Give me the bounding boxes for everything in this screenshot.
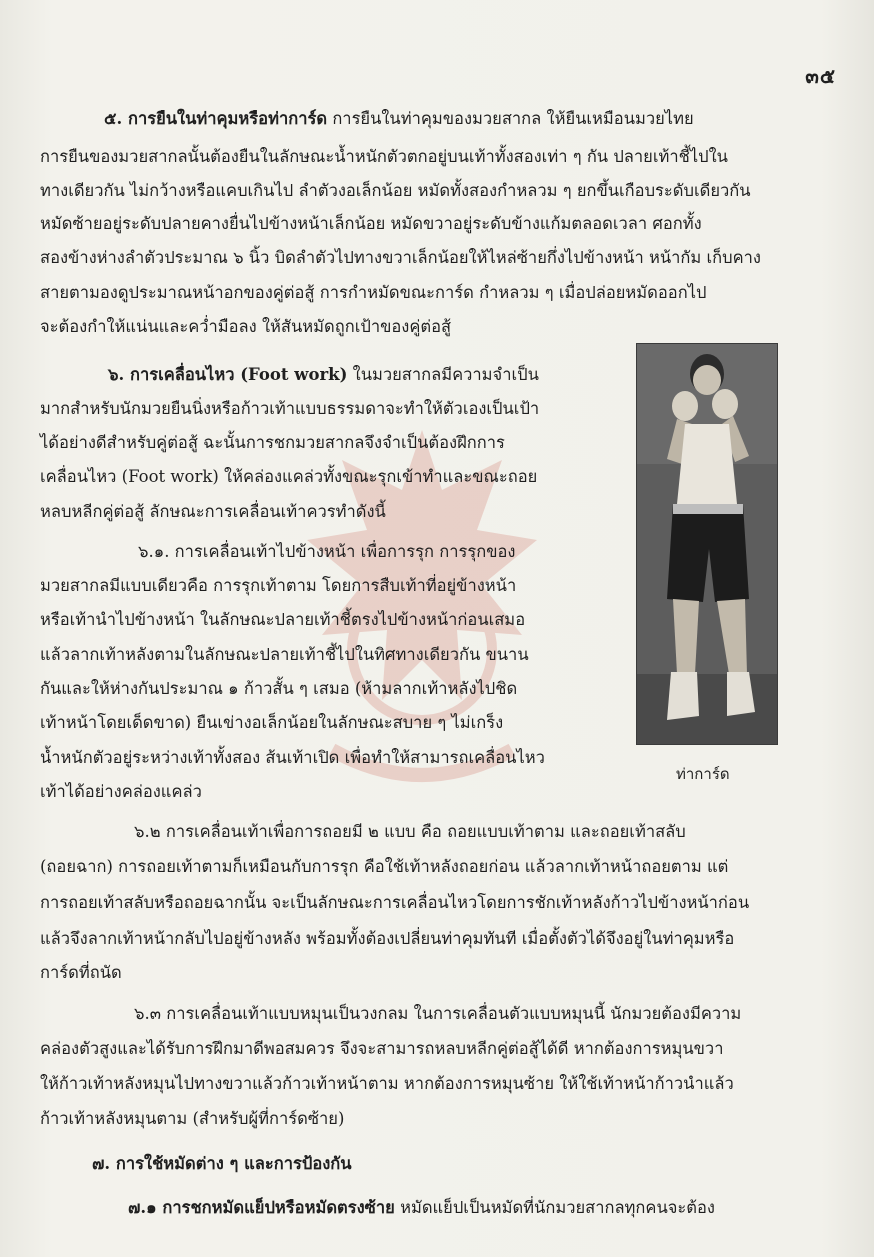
- section6-line-2: มากสำหรับนักมวยยืนนิ่งหรือก้าวเท้าแบบธรรมดาจะทำให้ตัวเองเป็นเป้า: [40, 399, 540, 418]
- section7-1-line-1: [128, 1197, 715, 1219]
- section6-3-line-4: ก้าวเท้าหลังหมุนตาม (สำหรับผู้ที่การ์ดซ้าย): [40, 1109, 345, 1128]
- section6-text: ในมวยสากลมีความจำเป็น: [352, 365, 539, 384]
- section6-1-line-1: ๖.๑. การเคลื่อนเท้าไปข้างหน้า เพื่อการรุก การรุกของ: [138, 542, 516, 561]
- section6-1-line-3: หรือเท้านำไปข้างหน้า ในลักษณะปลายเท้าชี้ตรงไปข้างหน้าก่อนเสมอ: [40, 610, 526, 629]
- section6-line-5: หลบหลีกคู่ต่อสู้ ลักษณะการเคลื่อนเท้าควรทำดังนี้: [40, 502, 386, 521]
- section5-line-7: จะต้องกำให้แน่นและคว่ำมือลง ให้สันหมัดถูกเป้าของคู่ต่อสู้: [40, 317, 452, 336]
- figure-caption: ท่าการ์ด: [676, 765, 730, 783]
- section6-2-line-1: ๖.๒ การเคลื่อนเท้าเพื่อการถอยมี ๒ แบบ คือ ถอยแบบเท้าตาม และถอยเท้าสลับ: [134, 822, 686, 841]
- section7-1-text: หมัดแย็ปเป็นหมัดที่นักมวยสากลทุกคนจะต้อง: [400, 1198, 715, 1217]
- section7-heading: ๗. การใช้หมัดต่าง ๆ และการป้องกัน: [92, 1154, 352, 1173]
- section6-line-3: ได้อย่างดีสำหรับคู่ต่อสู้ ฉะนั้นการชกมวยสากลจึงจำเป็นต้องฝึกการ: [40, 433, 505, 452]
- section6-line-1: [108, 364, 539, 386]
- section6-2-line-4: แล้วจึงลากเท้าหน้ากลับไปอยู่ข้างหลัง พร้อมทั้งต้องเปลี่ยนท่าคุมทันที เมื่อตั้งตัวได้จึงอยู่ในท่าคุมหรือ: [40, 929, 735, 948]
- section6-2-line-2: (ถอยฉาก) การถอยเท้าตามก็เหมือนกับการรุก คือใช้เท้าหลังถอยก่อน แล้วลากเท้าหน้าถอยตาม แต่: [40, 857, 729, 876]
- section6-1-line-6: เท้าหน้าโดยเด็ดขาด) ยืนเข่างอเล็กน้อยในลักษณะสบาย ๆ ไม่เกร็ง: [40, 713, 504, 732]
- section5-line-1: [104, 108, 694, 130]
- section5-line-2: การยืนของมวยสากลนั้นต้องยืนในลักษณะน้ำหนักตัวตกอยู่บนเท้าทั้งสองเท่า ๆ กัน ปลายเท้าชี้ไปใน: [40, 147, 728, 166]
- section6-1-line-4: แล้วลากเท้าหลังตามในลักษณะปลายเท้าชี้ไปในทิศทางเดียวกัน ขนาน: [40, 645, 529, 664]
- section5-line-3: ทางเดียวกัน ไม่กว้างหรือแคบเกินไป ลำตัวงอเล็กน้อย หมัดทั้งสองกำหลวม ๆ ยกขึ้นเกือบระดับเดียวกัน: [40, 181, 751, 200]
- section6-1-line-7: น้ำหนักตัวอยู่ระหว่างเท้าทั้งสอง ส้นเท้าเปิด เพื่อทำให้สามารถเคลื่อนไหว: [40, 748, 545, 767]
- section6-1-line-5: กันและให้ห่างกันประมาณ ๑ ก้าวสั้น ๆ เสมอ (ห้ามลากเท้าหลังไปชิด: [40, 679, 518, 698]
- section6-2-line-3: การถอยเท้าสลับหรือถอยฉากนั้น จะเป็นลักษณะการเคลื่อนไหวโดยการชักเท้าหลังก้าวไปข้างหน้าก่อน: [40, 893, 750, 912]
- section5-line-4: หมัดซ้ายอยู่ระดับปลายคางยื่นไปข้างหน้าเล็กน้อย หมัดขวาอยู่ระดับข้างแก้มตลอดเวลา ศอกทั้ง: [40, 214, 702, 233]
- boxer-photo: [636, 343, 778, 745]
- section6-1-line-8: เท้าได้อย่างคล่องแคล่ว: [40, 782, 202, 801]
- section6-line-4: เคลื่อนไหว (Foot work) ให้คล่องแคล่วทั้งขณะรุกเข้าทำและขณะถอย: [40, 467, 538, 486]
- section6-3-line-3: ให้ก้าวเท้าหลังหมุนไปทางขวาแล้วก้าวเท้าหน้าตาม หากต้องการหมุนซ้าย ให้ใช้เท้าหน้าก้าวนำแล้ว: [40, 1074, 734, 1093]
- page-number: ๓๕: [805, 64, 836, 88]
- section6-1-line-2: มวยสากลมีแบบเดียวคือ การรุกเท้าตาม โดยการสืบเท้าที่อยู่ข้างหน้า: [40, 576, 517, 595]
- section7-1-heading: ๗.๑ การชกหมัดแย็ปหรือหมัดตรงซ้าย: [128, 1198, 395, 1217]
- section5-line-6: สายตามองดูประมาณหน้าอกของคู่ต่อสู้ การกำหมัดขณะการ์ด กำหลวม ๆ เมื่อปล่อยหมัดออกไป: [40, 283, 707, 302]
- section6-3-line-1: ๖.๓ การเคลื่อนเท้าแบบหมุนเป็นวงกลม ในการเคลื่อนตัวแบบหมุนนี้ นักมวยต้องมีความ: [134, 1004, 742, 1023]
- boxer-figure-image: [637, 344, 777, 744]
- section5-text: การยืนในท่าคุมของมวยสากล ให้ยืนเหมือนมวยไทย: [332, 109, 694, 128]
- section5-heading: ๕. การยืนในท่าคุมหรือท่าการ์ด: [104, 109, 328, 128]
- section5-line-5: สองข้างห่างลำตัวประมาณ ๖ นิ้ว บิดลำตัวไปทางขวาเล็กน้อยให้ไหล่ซ้ายกึ่งไปข้างหน้า หน้ากัม เก็บคาง: [40, 248, 761, 267]
- section6-3-line-2: คล่องตัวสูงและได้รับการฝึกมาดีพอสมควร จึงจะสามารถหลบหลีกคู่ต่อสู้ได้ดี หากต้องการหมุนขวา: [40, 1039, 724, 1058]
- section6-2-line-5: การ์ดที่ถนัด: [40, 963, 122, 982]
- section6-heading: ๖. การเคลื่อนไหว (Foot work): [108, 365, 348, 384]
